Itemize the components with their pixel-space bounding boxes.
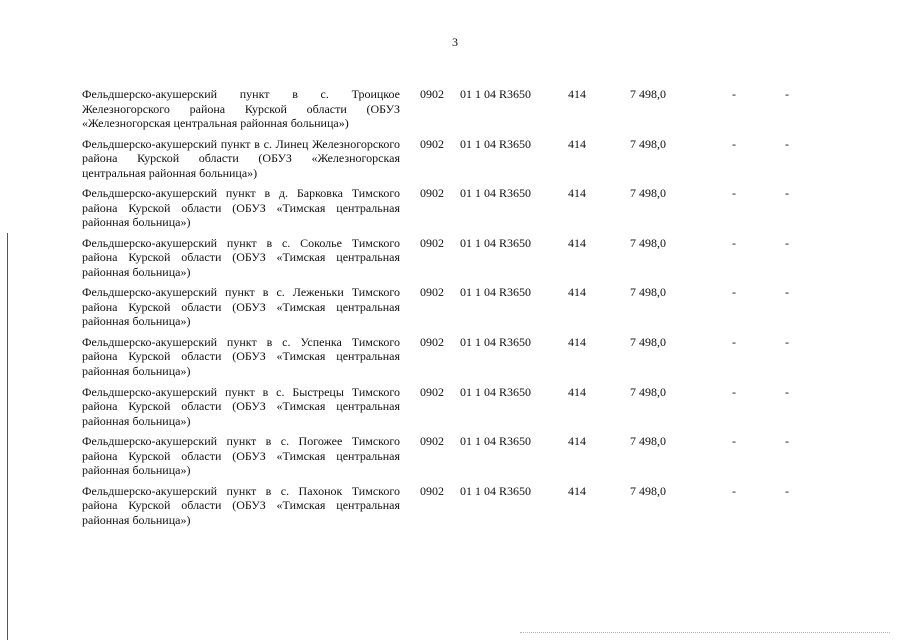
expense-type-code-cell: 414 <box>568 285 586 300</box>
amount-year-2-cell: - <box>732 334 736 349</box>
amount-year-3-cell: - <box>785 87 789 101</box>
table-row <box>82 484 803 534</box>
department-code-cell: 0902 <box>420 235 444 250</box>
amount-year-3-cell: - <box>785 186 789 201</box>
department-code-cell: 0902 <box>420 483 444 498</box>
table-row <box>82 236 803 286</box>
table-row <box>82 137 803 187</box>
amount-year-3-cell: - <box>785 136 789 151</box>
table-row <box>82 186 803 236</box>
target-article-code-cell: 01 1 04 R3650 <box>460 136 532 151</box>
target-article-code-cell: 01 1 04 R3650 <box>460 186 532 201</box>
amount-year-2-cell: - <box>732 87 736 101</box>
amount-year-2-cell: - <box>732 384 736 399</box>
department-code-cell: 0902 <box>420 136 444 151</box>
target-article-code-cell: 01 1 04 R3650 <box>460 334 532 349</box>
facility-name-cell: Фельдшерско-акушерский пункт в с. Быстрецы Тимского района Курской области (ОБУЗ «Тимская центральная районная больница») <box>82 384 400 428</box>
amount-year-2-cell: - <box>732 186 736 201</box>
amount-year-2-cell: - <box>732 136 736 151</box>
facility-name-cell: Фельдшерско-акушерский пункт в с. Троицкое Железногорского района Курской области (ОБУЗ «Железногорская центральная районная больница») <box>82 87 400 130</box>
table-row <box>82 285 803 335</box>
facility-name-cell: Фельдшерско-акушерский пункт в с. Успенка Тимского района Курской области (ОБУЗ «Тимская центральная районная больница») <box>82 334 400 378</box>
expense-type-code-cell: 414 <box>568 384 586 399</box>
amount-year-1-cell: 7 498,0 <box>630 136 666 151</box>
scan-artifact-line <box>520 632 890 634</box>
target-article-code-cell: 01 1 04 R3650 <box>460 483 532 498</box>
scan-margin-line <box>7 233 8 640</box>
amount-year-2-cell: - <box>732 434 736 449</box>
amount-year-1-cell: 7 498,0 <box>630 434 666 449</box>
facility-name-cell: Фельдшерско-акушерский пункт в с. Леженьки Тимского района Курской области (ОБУЗ «Тимская центральная районная больница») <box>82 285 400 329</box>
target-article-code-cell: 01 1 04 R3650 <box>460 434 532 449</box>
amount-year-1-cell: 7 498,0 <box>630 87 666 101</box>
table-row <box>82 434 803 484</box>
amount-year-1-cell: 7 498,0 <box>630 285 666 300</box>
amount-year-1-cell: 7 498,0 <box>630 483 666 498</box>
facility-name-cell: Фельдшерско-акушерский пункт в с. Соколье Тимского района Курской области (ОБУЗ «Тимская центральная районная больница») <box>82 235 400 279</box>
amount-year-3-cell: - <box>785 434 789 449</box>
facility-name-cell: Фельдшерско-акушерский пункт в с. Линец Железногорского района Курской области (ОБУЗ «Железногорская центральная районная больница») <box>82 136 400 180</box>
amount-year-1-cell: 7 498,0 <box>630 186 666 201</box>
department-code-cell: 0902 <box>420 87 444 101</box>
table-row <box>82 385 803 435</box>
amount-year-3-cell: - <box>785 285 789 300</box>
amount-year-3-cell: - <box>785 235 789 250</box>
amount-year-2-cell: - <box>732 483 736 498</box>
amount-year-2-cell: - <box>732 235 736 250</box>
amount-year-1-cell: 7 498,0 <box>630 235 666 250</box>
expense-type-code-cell: 414 <box>568 186 586 201</box>
expense-type-code-cell: 414 <box>568 434 586 449</box>
target-article-code-cell: 01 1 04 R3650 <box>460 384 532 399</box>
facility-name-cell: Фельдшерско-акушерский пункт в с. Пахонок Тимского района Курской области (ОБУЗ «Тимская центральная районная больница») <box>82 483 400 527</box>
department-code-cell: 0902 <box>420 334 444 349</box>
expense-type-code-cell: 414 <box>568 87 586 101</box>
department-code-cell: 0902 <box>420 384 444 399</box>
page-number: 3 <box>452 35 458 49</box>
amount-year-1-cell: 7 498,0 <box>630 384 666 399</box>
expense-type-code-cell: 414 <box>568 334 586 349</box>
target-article-code-cell: 01 1 04 R3650 <box>460 285 532 300</box>
table-body <box>82 87 803 533</box>
table-row <box>82 87 803 137</box>
amount-year-3-cell: - <box>785 384 789 399</box>
expense-type-code-cell: 414 <box>568 235 586 250</box>
amount-year-3-cell: - <box>785 483 789 498</box>
facility-name-cell: Фельдшерско-акушерский пункт в с. Погожее Тимского района Курской области (ОБУЗ «Тимская центральная районная больница») <box>82 434 400 478</box>
table-row <box>82 335 803 385</box>
budget-table <box>82 87 803 533</box>
amount-year-3-cell: - <box>785 334 789 349</box>
target-article-code-cell: 01 1 04 R3650 <box>460 87 532 101</box>
department-code-cell: 0902 <box>420 186 444 201</box>
department-code-cell: 0902 <box>420 434 444 449</box>
target-article-code-cell: 01 1 04 R3650 <box>460 235 532 250</box>
amount-year-1-cell: 7 498,0 <box>630 334 666 349</box>
facility-name-cell: Фельдшерско-акушерский пункт в д. Барковка Тимского района Курской области (ОБУЗ «Тимская центральная районная больница») <box>82 186 400 230</box>
amount-year-2-cell: - <box>732 285 736 300</box>
expense-type-code-cell: 414 <box>568 136 586 151</box>
department-code-cell: 0902 <box>420 285 444 300</box>
expense-type-code-cell: 414 <box>568 483 586 498</box>
